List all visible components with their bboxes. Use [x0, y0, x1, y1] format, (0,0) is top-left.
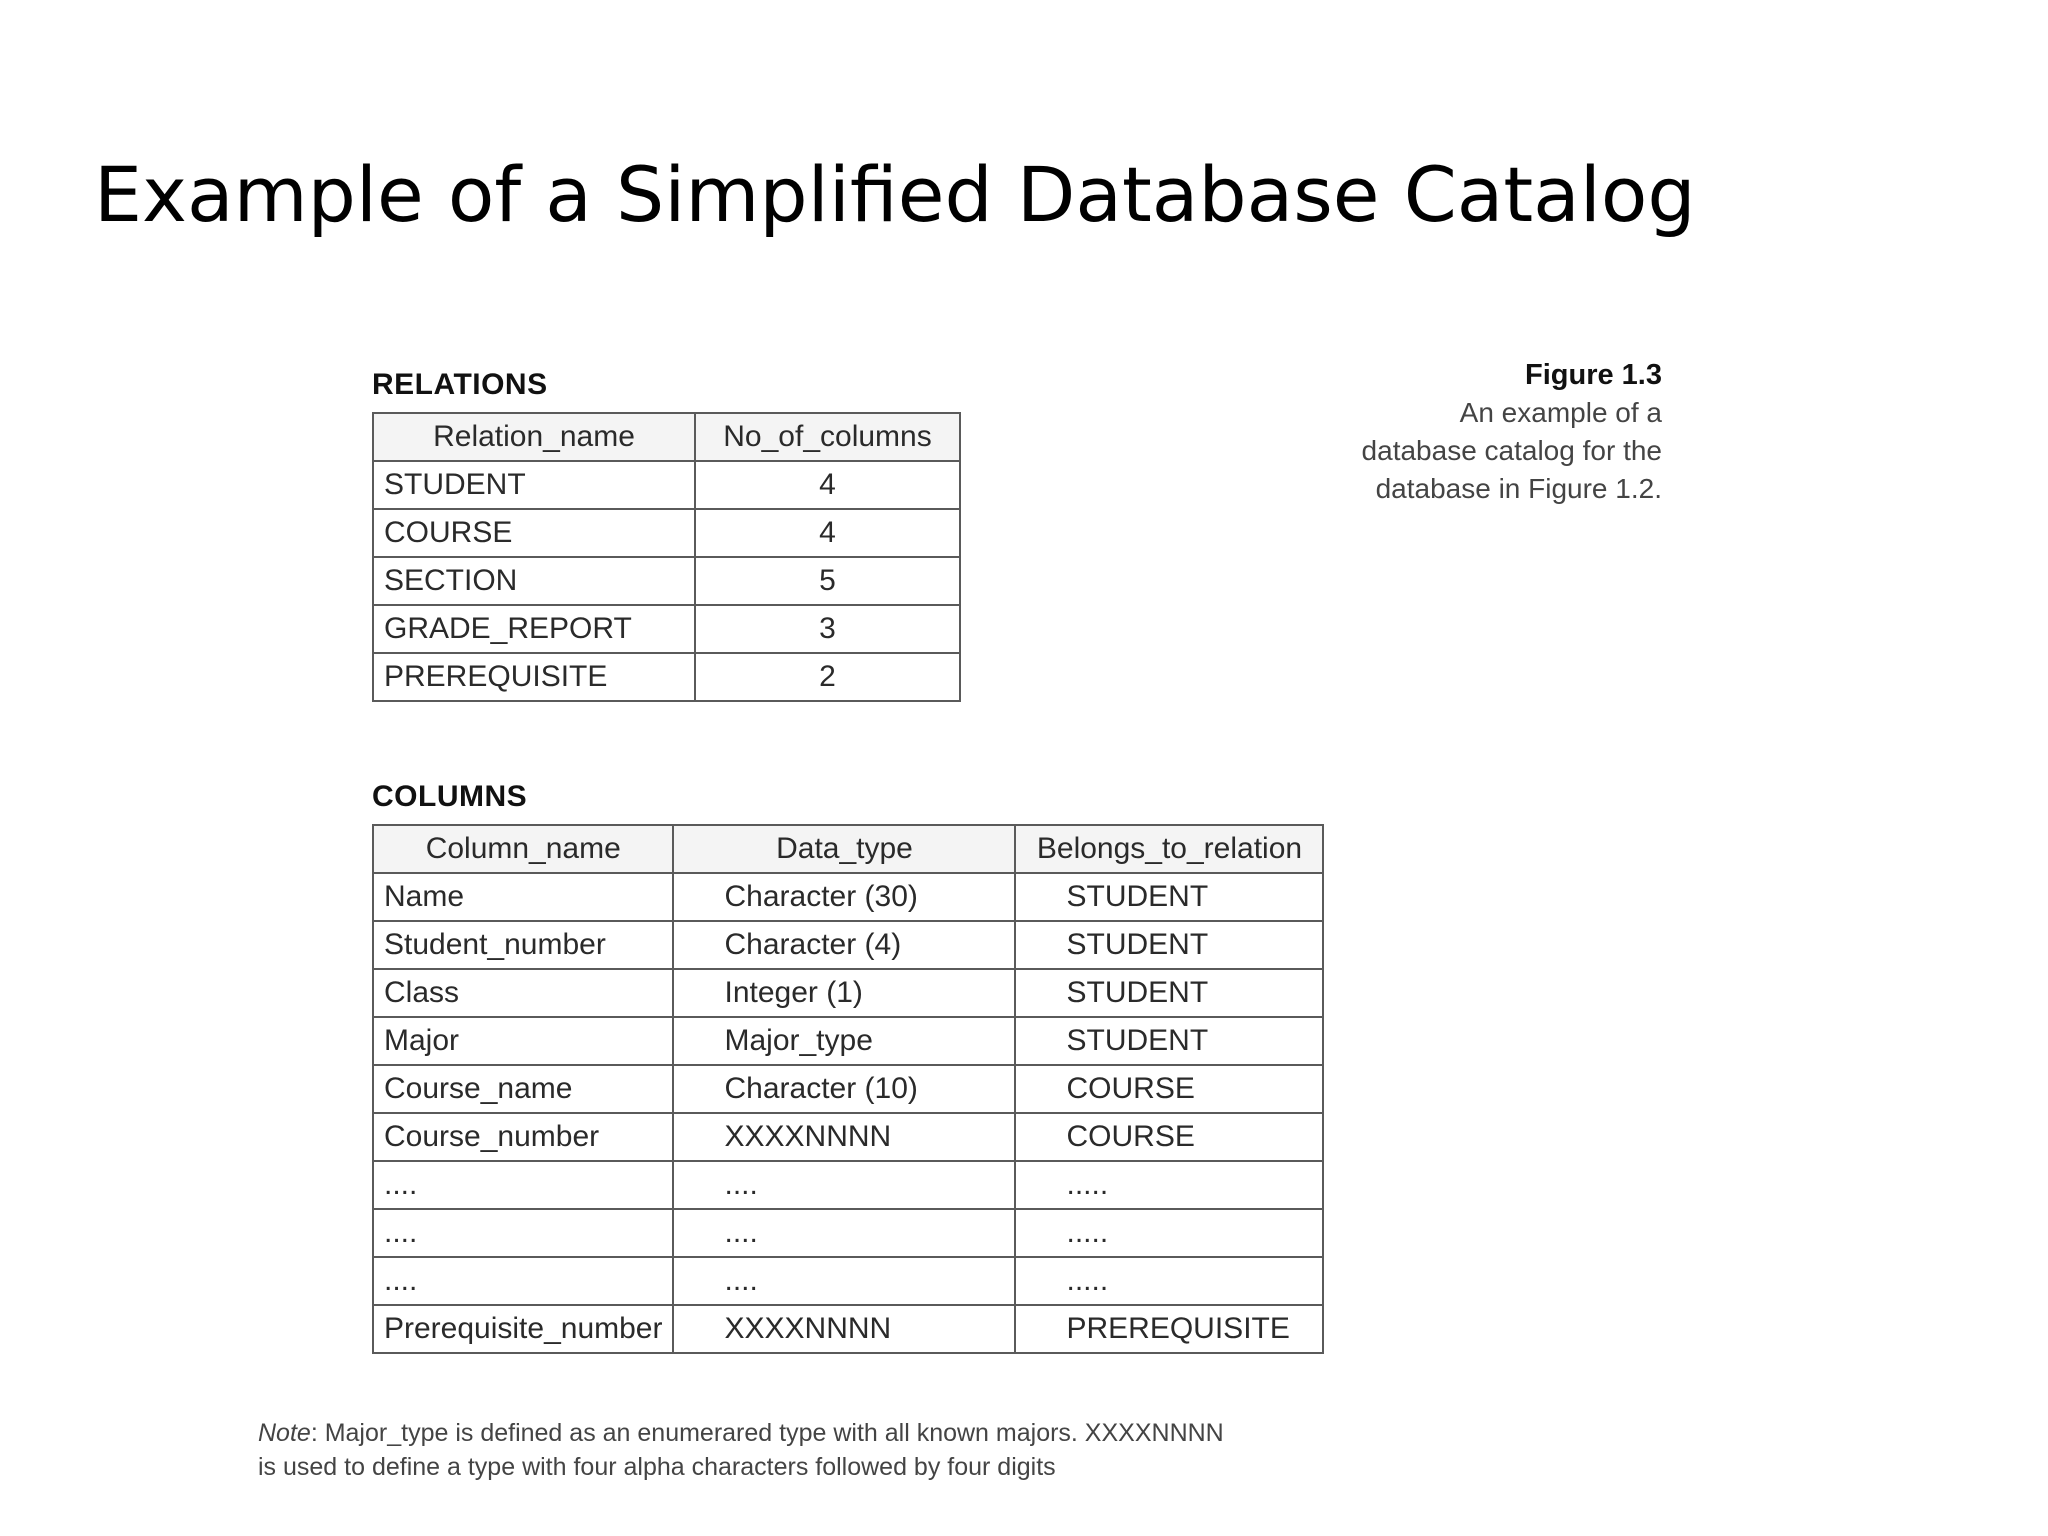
figure-number: Figure 1.3 [1525, 359, 1662, 391]
relations-label: RELATIONS [372, 368, 548, 401]
table-row [373, 461, 960, 509]
data-type-cell: Character (10) [673, 1065, 1015, 1113]
column-name-cell: .... [373, 1257, 673, 1305]
table-row [373, 1305, 1323, 1353]
no-of-columns-cell: 4 [695, 509, 960, 557]
data-type-cell: XXXXNNNN [673, 1305, 1015, 1353]
slide-title: Example of a Simplified Database Catalog [94, 150, 1696, 239]
belongs-to-relation-cell: ..... [1015, 1257, 1323, 1305]
relations-table [372, 412, 961, 702]
belongs-to-relation-cell: COURSE [1015, 1065, 1323, 1113]
note-line [258, 1416, 1298, 1450]
table-row [373, 605, 960, 653]
relation-name-cell: GRADE_REPORT [373, 605, 695, 653]
figure-caption-line: An example of a [1459, 397, 1662, 428]
column-header-relation-name: Relation_name [373, 413, 695, 461]
no-of-columns-cell: 4 [695, 461, 960, 509]
table-row [373, 1257, 1323, 1305]
data-type-cell: Character (30) [673, 873, 1015, 921]
note-line: is used to define a type with four alpha characters followed by four digits [258, 1453, 1056, 1481]
belongs-to-relation-cell: PREREQUISITE [1015, 1305, 1323, 1353]
belongs-to-relation-cell: STUDENT [1015, 873, 1323, 921]
table-row [373, 873, 1323, 921]
figure-caption [1302, 356, 1662, 508]
table-row [373, 969, 1323, 1017]
column-name-cell: Name [373, 873, 673, 921]
table-row [373, 1113, 1323, 1161]
note-text: : Major_type is defined as an enumerared type with all known majors. XXXXNNNN [310, 1419, 1224, 1447]
column-name-cell: Student_number [373, 921, 673, 969]
column-header-belongs-to-relation: Belongs_to_relation [1015, 825, 1323, 873]
relation-name-cell: COURSE [373, 509, 695, 557]
belongs-to-relation-cell: ..... [1015, 1209, 1323, 1257]
figure-caption-line: database catalog for the [1361, 435, 1662, 466]
table-row [373, 1209, 1323, 1257]
column-name-cell: Major [373, 1017, 673, 1065]
note-label: Note [258, 1419, 311, 1447]
no-of-columns-cell: 3 [695, 605, 960, 653]
belongs-to-relation-cell: STUDENT [1015, 1017, 1323, 1065]
table-header-row [373, 825, 1323, 873]
column-header-data-type: Data_type [673, 825, 1015, 873]
column-name-cell: .... [373, 1209, 673, 1257]
column-name-cell: Course_name [373, 1065, 673, 1113]
column-name-cell: Class [373, 969, 673, 1017]
figure-caption-line: database in Figure 1.2. [1375, 473, 1662, 504]
column-name-cell: Prerequisite_number [373, 1305, 673, 1353]
column-header-no-of-columns: No_of_columns [695, 413, 960, 461]
data-type-cell: .... [673, 1161, 1015, 1209]
belongs-to-relation-cell: STUDENT [1015, 921, 1323, 969]
column-header-column-name: Column_name [373, 825, 673, 873]
data-type-cell: Integer (1) [673, 969, 1015, 1017]
table-row [373, 1065, 1323, 1113]
table-row [373, 1161, 1323, 1209]
belongs-to-relation-cell: ..... [1015, 1161, 1323, 1209]
belongs-to-relation-cell: COURSE [1015, 1113, 1323, 1161]
relation-name-cell: STUDENT [373, 461, 695, 509]
table-row [373, 509, 960, 557]
table-header-row [373, 413, 960, 461]
column-name-cell: Course_number [373, 1113, 673, 1161]
column-name-cell: .... [373, 1161, 673, 1209]
relation-name-cell: PREREQUISITE [373, 653, 695, 701]
table-note [258, 1416, 1298, 1484]
columns-label: COLUMNS [372, 780, 528, 813]
no-of-columns-cell: 5 [695, 557, 960, 605]
data-type-cell: .... [673, 1257, 1015, 1305]
relation-name-cell: SECTION [373, 557, 695, 605]
columns-table [372, 824, 1324, 1354]
data-type-cell: Character (4) [673, 921, 1015, 969]
table-row [373, 557, 960, 605]
data-type-cell: .... [673, 1209, 1015, 1257]
table-row [373, 653, 960, 701]
belongs-to-relation-cell: STUDENT [1015, 969, 1323, 1017]
table-row [373, 921, 1323, 969]
table-row [373, 1017, 1323, 1065]
data-type-cell: Major_type [673, 1017, 1015, 1065]
no-of-columns-cell: 2 [695, 653, 960, 701]
data-type-cell: XXXXNNNN [673, 1113, 1015, 1161]
